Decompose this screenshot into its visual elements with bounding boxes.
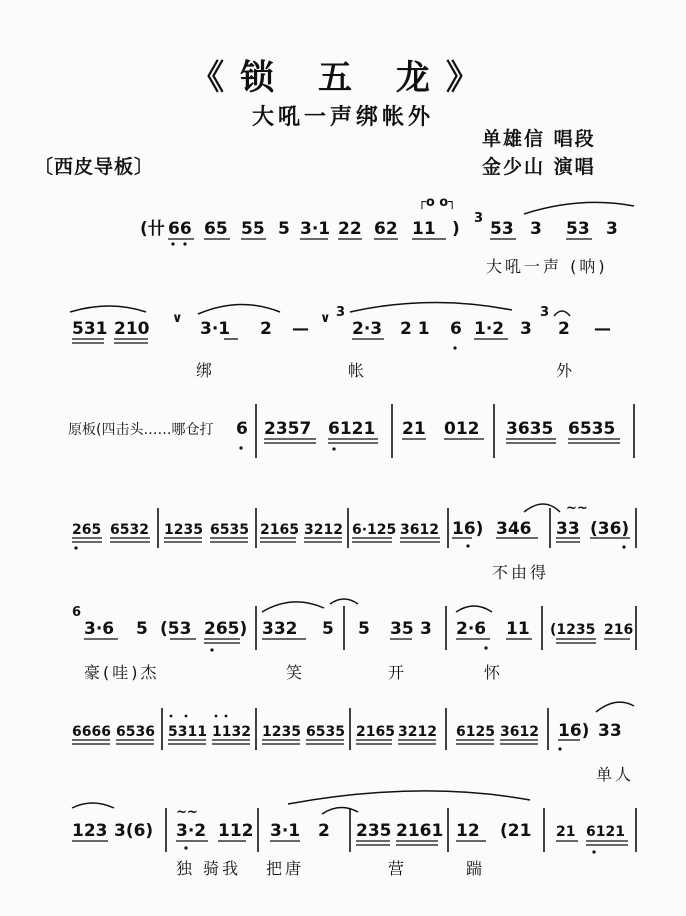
note: 12 <box>456 821 480 841</box>
line-5 <box>72 599 636 682</box>
note: 2·6 <box>456 619 487 639</box>
lyric: 独 骑我 <box>176 859 242 878</box>
note: 1·2 <box>474 319 505 339</box>
note: 3·6 <box>84 619 115 639</box>
note: 216 <box>604 622 634 638</box>
grace-note: 6 <box>72 605 82 620</box>
ornament: ┌o o┐ <box>418 195 457 210</box>
note: — <box>594 319 611 339</box>
note: 6535 <box>306 724 345 740</box>
time-mark: 3 <box>540 305 550 320</box>
note: 346 <box>496 519 532 539</box>
lyric: 笑 <box>286 663 306 682</box>
note: 1235 <box>262 724 301 740</box>
line-4 <box>72 501 636 582</box>
note: 3·1 <box>200 319 231 339</box>
note: (36) <box>590 519 630 539</box>
note: 2161 <box>396 821 444 841</box>
ornament: ~~ <box>176 805 198 820</box>
aria-subtitle: 大吼一声绑帐外 <box>251 105 434 130</box>
note: 2 <box>318 821 330 841</box>
prelude-label: 原板(四击头……哪仓打 <box>68 422 214 438</box>
note: 21 <box>402 419 426 439</box>
note: (1235 <box>550 622 596 638</box>
note: 53 <box>490 219 514 239</box>
line-7 <box>72 791 636 878</box>
note: 6535 <box>210 522 249 538</box>
note: 6125 <box>456 724 495 740</box>
lyric: 开 <box>388 663 408 682</box>
note: 2 <box>260 319 272 339</box>
note: 65 <box>204 219 228 239</box>
note: 332 <box>262 619 298 639</box>
mode-label: 〔西皮导板〕 <box>34 156 155 178</box>
line-6 <box>72 702 634 784</box>
note: 3(6) <box>114 821 154 841</box>
lyric: 营 <box>388 859 408 878</box>
note: 3212 <box>398 724 437 740</box>
breath-mark: ∨ <box>172 311 183 326</box>
note: 11 <box>506 619 530 639</box>
time-mark: 3 <box>474 211 484 226</box>
score-title: 《锁 五 龙》 <box>190 58 496 98</box>
lyrics-line-4: 不由得 <box>492 563 550 582</box>
note: 265 <box>72 522 102 538</box>
note: 3 <box>530 219 542 239</box>
note: 2 <box>558 319 570 339</box>
line-3 <box>68 404 634 458</box>
note: (21 <box>500 821 532 841</box>
lyric: 踹 <box>466 859 486 878</box>
note: 6 <box>450 319 462 339</box>
note: 3·2 <box>176 821 207 841</box>
note: 22 <box>338 219 362 239</box>
note: — <box>292 319 309 339</box>
time-mark: 3 <box>336 305 346 320</box>
note: 265) <box>204 619 248 639</box>
note: 6535 <box>568 419 616 439</box>
note: 3635 <box>506 419 554 439</box>
note: 3 <box>520 319 532 339</box>
note: 3612 <box>400 522 439 538</box>
note: 5 <box>322 619 334 639</box>
lyric: 怀 <box>484 663 504 682</box>
credit-composer: 单雄信 唱段 <box>482 128 596 150</box>
credit-performer: 金少山 演唱 <box>482 156 596 178</box>
note: 21 <box>556 824 576 840</box>
note: 55 <box>241 219 265 239</box>
note: 235 <box>356 821 392 841</box>
line-1 <box>140 195 634 276</box>
note: (53 <box>160 619 192 639</box>
note: 1132 <box>212 724 251 740</box>
note: 5 <box>358 619 370 639</box>
lyric: 绑 <box>196 361 216 380</box>
note: 16) <box>452 519 484 539</box>
note: 3 <box>606 219 618 239</box>
note: 33 <box>556 519 580 539</box>
lyrics-line-1: 大吼一声 (呐) <box>486 257 608 276</box>
lyric: 帐 <box>348 361 368 380</box>
note: (卄 <box>140 219 165 239</box>
note: 3·1 <box>270 821 301 841</box>
note: 1235 <box>164 522 203 538</box>
note: 6·125 <box>352 522 397 538</box>
note: 012 <box>444 419 480 439</box>
note: 123 <box>72 821 108 841</box>
note: 210 <box>114 319 150 339</box>
note: 2165 <box>356 724 395 740</box>
breath-mark: ∨ <box>320 311 331 326</box>
note: 6121 <box>586 824 625 840</box>
note: 6536 <box>116 724 155 740</box>
note: 35 <box>390 619 414 639</box>
note: 531 <box>72 319 108 339</box>
note: 16) <box>558 721 590 741</box>
note: 66 <box>168 219 192 239</box>
note: 6666 <box>72 724 111 740</box>
note: 3·1 <box>300 219 331 239</box>
note: 3212 <box>304 522 343 538</box>
note: 2·3 <box>352 319 383 339</box>
note: 112 <box>218 821 254 841</box>
note: ) <box>452 219 460 239</box>
note: 62 <box>374 219 398 239</box>
lyric: 把唐 <box>266 859 305 878</box>
note: 5 <box>278 219 290 239</box>
note: 2 1 <box>400 319 430 339</box>
lyric: 外 <box>556 361 576 380</box>
note: 5 <box>136 619 148 639</box>
note: 6121 <box>328 419 376 439</box>
line-2 <box>70 302 611 380</box>
note: 6532 <box>110 522 149 538</box>
lyric: 豪(哇)杰 <box>84 663 160 682</box>
note: 5311 <box>168 724 207 740</box>
note: 53 <box>566 219 590 239</box>
note: 33 <box>598 721 622 741</box>
note: 2165 <box>260 522 299 538</box>
note: 3612 <box>500 724 539 740</box>
note: 6 <box>236 419 248 439</box>
lyrics-line-6: 单人 <box>596 765 635 784</box>
note: 11 <box>412 219 436 239</box>
ornament: ~~ <box>566 501 588 516</box>
note: 2357 <box>264 419 312 439</box>
note: 3 <box>420 619 432 639</box>
